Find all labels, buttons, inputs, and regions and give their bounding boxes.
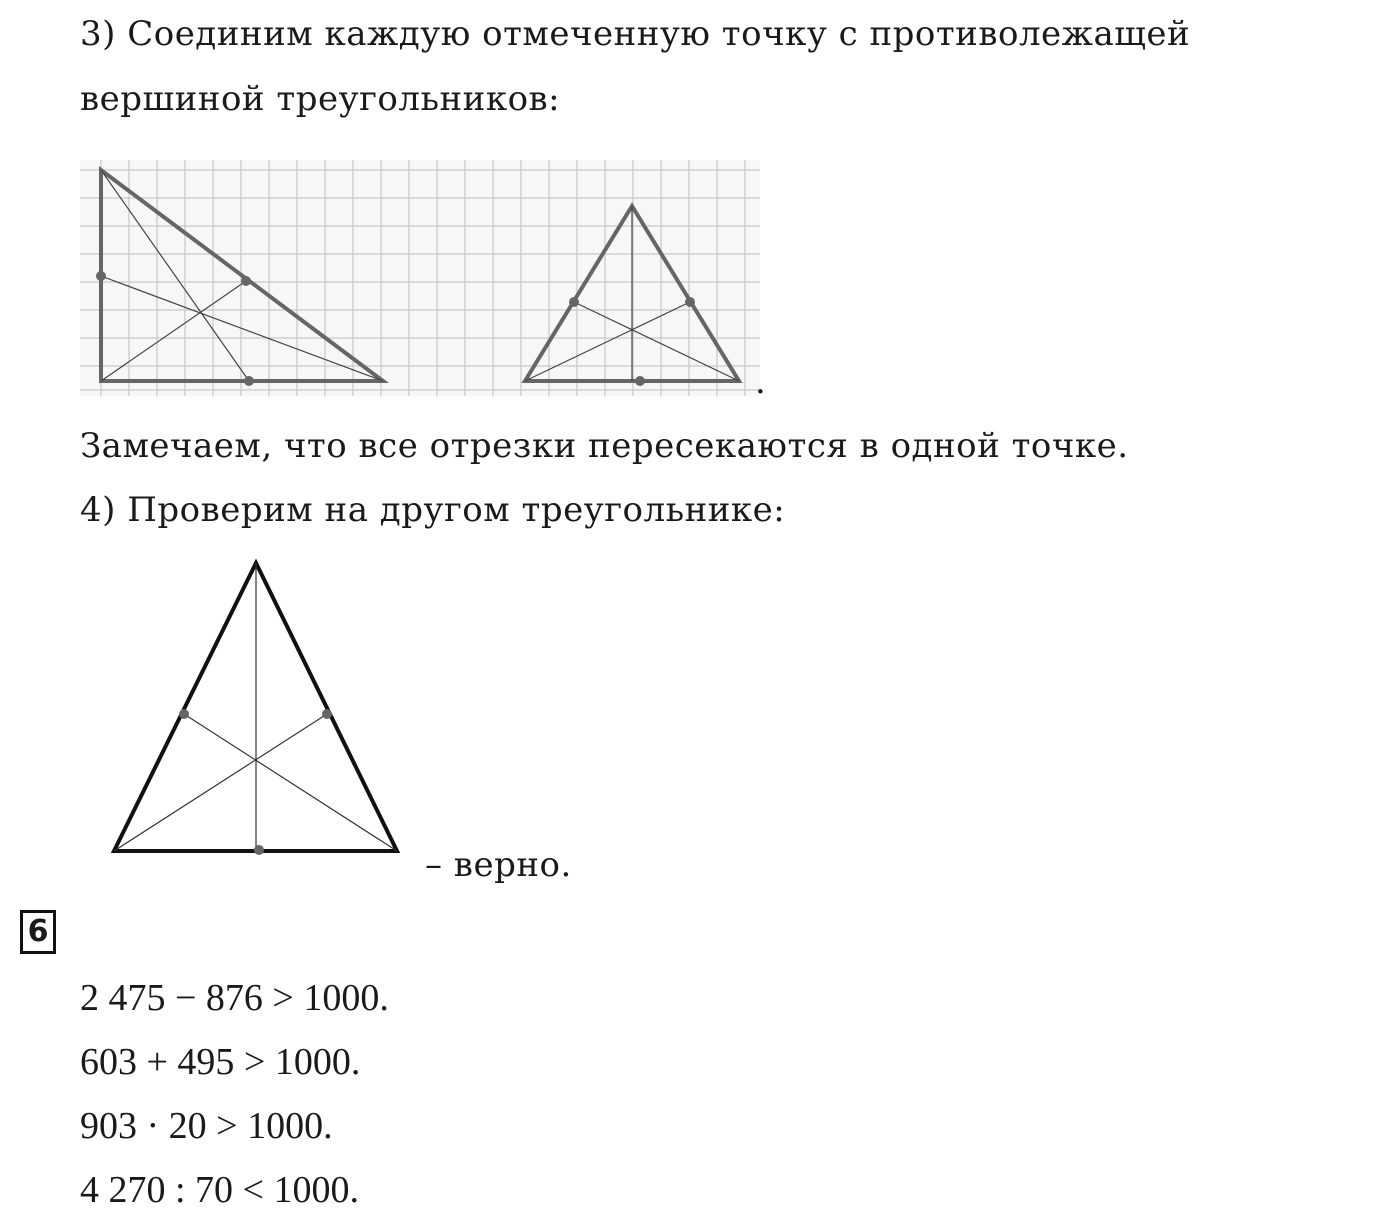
expression-1: 2 475 − 876 > 1000. <box>80 977 389 1019</box>
step3-line2: вершиной треугольников: <box>80 79 561 119</box>
expression-2: 603 + 495 > 1000. <box>80 1041 361 1083</box>
step4-verdict: – верно. <box>425 845 572 885</box>
right-triangle-point-leg <box>96 271 106 281</box>
step3-line1: 3) Соединим каждую отмеченную точку с противолежащей <box>80 14 1191 54</box>
observation-text: Замечаем, что все отрезки пересекаются в одной точке. <box>80 426 1129 466</box>
task-number-badge: 6 <box>20 910 56 954</box>
check-triangle-point-base <box>254 845 264 855</box>
right-triangle-point-base <box>244 376 254 386</box>
check-triangle-point-right <box>322 709 332 719</box>
figure-trailing-period: . <box>755 362 767 402</box>
right-triangle-point-hypotenuse <box>241 276 251 286</box>
step4-heading: 4) Проверим на другом треугольнике: <box>80 490 786 530</box>
expression-4: 4 270 : 70 < 1000. <box>80 1169 359 1211</box>
check-triangle-point-left <box>179 709 189 719</box>
isosceles-point-left <box>569 297 579 307</box>
isosceles-point-base <box>635 376 645 386</box>
isosceles-point-right <box>685 297 695 307</box>
expression-3: 903 · 20 > 1000. <box>80 1105 333 1147</box>
check-triangle-figure <box>100 550 420 870</box>
grid-triangles-figure <box>80 160 760 396</box>
grid-background <box>80 160 760 396</box>
